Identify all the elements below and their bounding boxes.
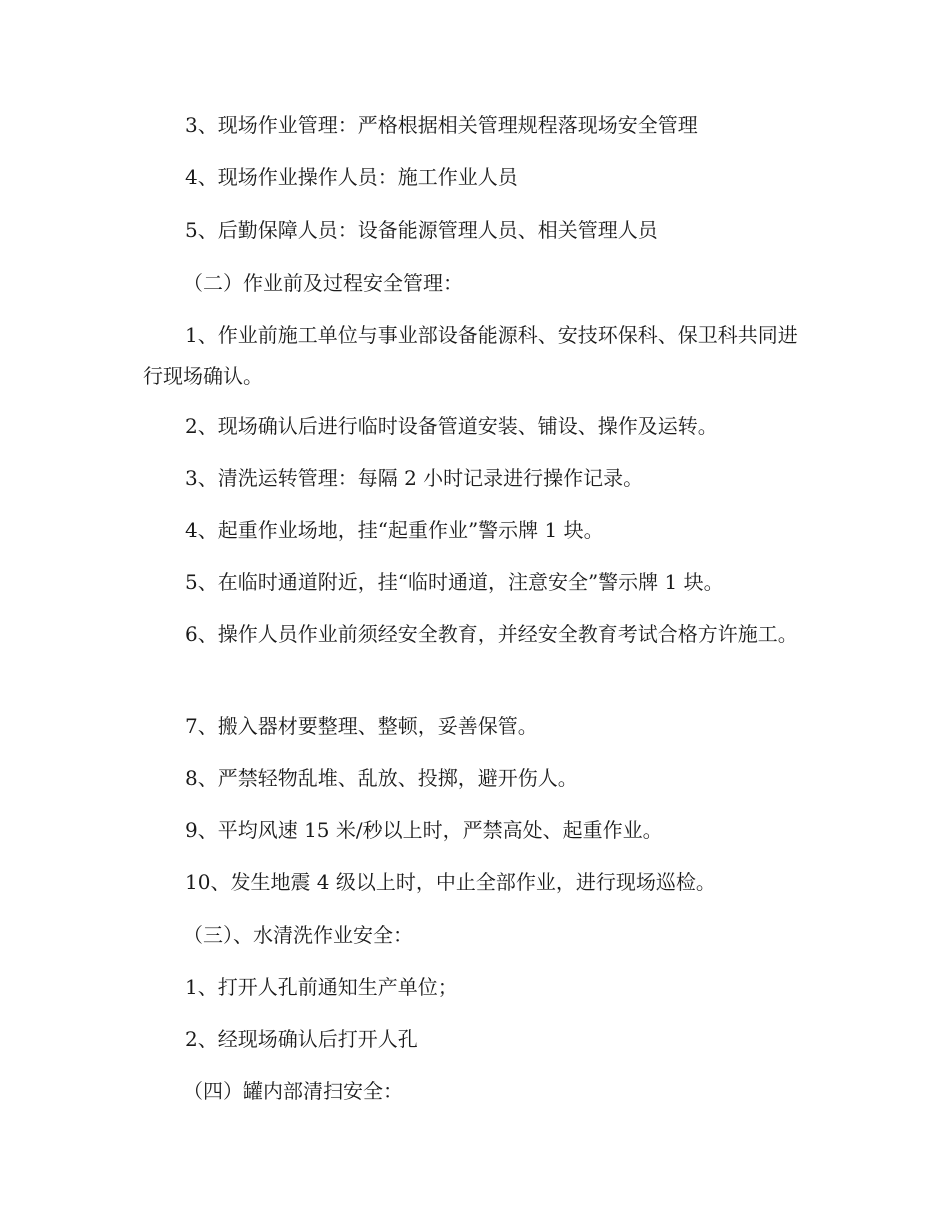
paragraph-item-2-installation: 2、现场确认后进行临时设备管道安装、铺设、操作及运转。: [185, 414, 718, 438]
paragraph-item-4-operators: 4、现场作业操作人员：施工作业人员: [185, 165, 518, 189]
section-heading-2: （二）作业前及过程安全管理：: [183, 271, 463, 295]
paragraph-item-9-wind-speed: 9、平均风速 15 米/秒以上时，严禁高处、起重作业。: [185, 818, 663, 842]
paragraph-item-4-lifting-sign: 4、起重作业场地，挂“起重作业”警示牌 1 块。: [185, 518, 604, 542]
section-heading-4: （四）罐内部清扫安全：: [183, 1079, 403, 1103]
paragraph-item-5-logistics: 5、后勤保障人员：设备能源管理人员、相关管理人员: [185, 218, 658, 242]
paragraph-item-10-earthquake: 10、发生地震 4 级以上时，中止全部作业，进行现场巡检。: [185, 870, 716, 894]
paragraph-item-3-cleaning-operation: 3、清洗运转管理：每隔 2 小时记录进行操作记录。: [185, 466, 644, 490]
paragraph-item-3-site-management: 3、现场作业管理：严格根据相关管理规程落现场安全管理: [185, 113, 698, 137]
paragraph-item-8-stacking: 8、严禁轻物乱堆、乱放、投掷，避开伤人。: [185, 766, 578, 790]
paragraph-item-7-materials: 7、搬入器材要整理、整顿，妥善保管。: [185, 714, 538, 738]
section-heading-3: （三）、水清洗作业安全：: [183, 923, 413, 947]
paragraph-item-6-safety-education: 6、操作人员作业前须经安全教育，并经安全教育考试合格方许施工。: [185, 622, 798, 646]
paragraph-item-2-manhole-open: 2、经现场确认后打开人孔: [185, 1027, 418, 1051]
paragraph-item-1-site-confirmation: 1、作业前施工单位与事业部设备能源科、安技环保科、保卫科共同进行现场确认。: [143, 323, 798, 388]
paragraph-item-5-passage-sign: 5、在临时通道附近，挂“临时通道，注意安全”警示牌 1 块。: [185, 570, 724, 594]
paragraph-item-1-manhole-notice: 1、打开人孔前通知生产单位；: [185, 975, 458, 999]
